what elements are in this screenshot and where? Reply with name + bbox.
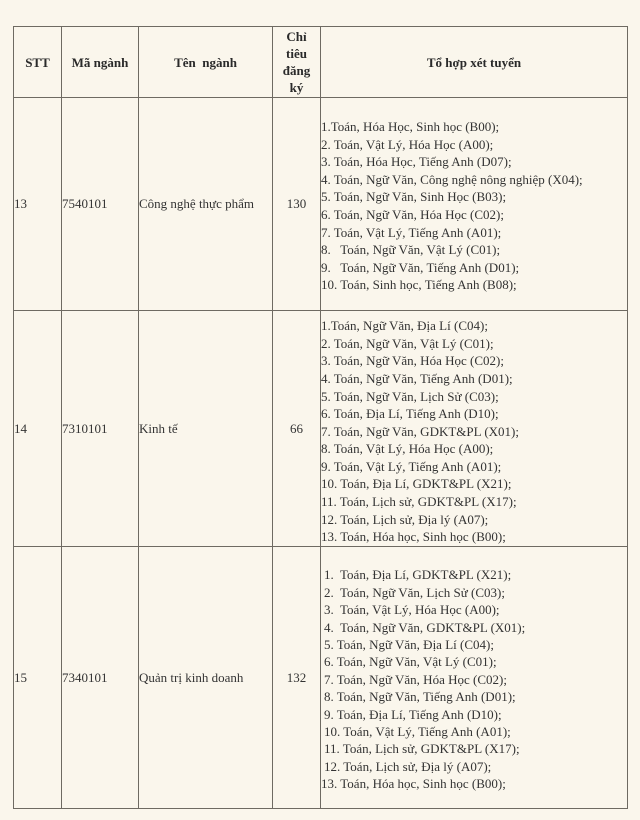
cell-chi-tieu: 132: [273, 547, 321, 809]
combo-item: 6. Toán, Địa Lí, Tiếng Anh (D10);: [321, 406, 499, 422]
combo-item: 13. Toán, Hóa học, Sinh học (B00);: [321, 529, 506, 545]
combo-item: 13. Toán, Hóa học, Sinh học (B00);: [321, 776, 506, 792]
combo-item: 5. Toán, Ngữ Văn, Sinh Học (B03);: [321, 189, 507, 205]
combo-item: 8. Toán, Vật Lý, Hóa Học (A00);: [321, 441, 494, 457]
combo-item: 6. Toán, Ngữ Văn, Hóa Học (C02);: [321, 207, 504, 222]
header-ten-nganh: Tên ngành: [139, 27, 273, 98]
header-chi-tieu: [273, 27, 321, 98]
cell-stt: 13: [14, 98, 62, 311]
cell-stt: 14: [14, 311, 62, 547]
combo-list: [321, 311, 627, 546]
combo-item: 7. Toán, Ngữ Văn, Hóa Học (C02);: [324, 671, 507, 687]
combo-item: 4. Toán, Ngữ Văn, Công nghệ nông nghiệp (X04);: [321, 171, 583, 187]
combo-item: 6. Toán, Ngữ Văn, Vật Lý (C01);: [324, 654, 497, 670]
combo-item: 1.Toán, Ngữ Văn, Địa Lí (C04);: [321, 318, 488, 334]
combo-item: 9. Toán, Ngữ Văn, Tiếng Anh (D01);: [321, 259, 520, 275]
combo-item: 2. Toán, Ngữ Văn, Lịch Sử (C03);: [324, 584, 505, 600]
combo-item: 10. Toán, Vật Lý, Tiếng Anh (A01);: [324, 724, 511, 740]
combo-item: 12. Toán, Lịch sử, Địa lý (A07);: [324, 758, 492, 774]
combo-item: 5. Toán, Ngữ Văn, Lịch Sử (C03);: [321, 388, 499, 404]
cell-stt: 15: [14, 547, 62, 809]
cell-chi-tieu: 130: [273, 98, 321, 311]
combo-item: 8. Toán, Ngữ Văn, Tiếng Anh (D01);: [324, 689, 516, 705]
cell-to-hop: [321, 98, 628, 311]
combo-item: 12. Toán, Lịch sử, Địa lý (A07);: [321, 511, 489, 527]
combo-item: 1.Toán, Hóa Học, Sinh học (B00);: [321, 119, 500, 135]
combo-item: 4. Toán, Ngữ Văn, Tiếng Anh (D01);: [321, 370, 513, 386]
combo-item: 2. Toán, Vật Lý, Hóa Học (A00);: [321, 136, 494, 152]
combo-list: [321, 562, 627, 792]
combo-item: 1. Toán, Địa Lí, GDKT&PL (X21);: [324, 567, 512, 583]
combo-item: 9. Toán, Địa Lí, Tiếng Anh (D10);: [324, 706, 502, 722]
combo-item: 8. Toán, Ngữ Văn, Vật Lý (C01);: [321, 242, 501, 258]
header-chi-tieu-line: ký: [289, 80, 304, 95]
combo-item: 2. Toán, Ngữ Văn, Vật Lý (C01);: [321, 335, 494, 351]
cell-ma-nganh: 7340101: [62, 547, 139, 809]
combo-item: 7. Toán, Vật Lý, Tiếng Anh (A01);: [321, 224, 502, 240]
cell-to-hop: [321, 311, 628, 547]
header-stt: STT: [14, 27, 62, 98]
cell-to-hop: [321, 547, 628, 809]
combo-item: 10. Toán, Địa Lí, GDKT&PL (X21);: [321, 476, 512, 492]
header-chi-tieu-line: tiêu: [286, 46, 307, 61]
cell-ten-nganh: Công nghệ thực phẩm: [139, 98, 273, 311]
combo-item: 9. Toán, Vật Lý, Tiếng Anh (A01);: [321, 458, 502, 474]
combo-item: 3. Toán, Ngữ Văn, Hóa Học (C02);: [321, 353, 504, 369]
header-ma-nganh: Mã ngành: [62, 27, 139, 98]
combo-item: 11. Toán, Lịch sử, GDKT&PL (X17);: [321, 494, 517, 510]
combo-item: 3. Toán, Vật Lý, Hóa Học (A00);: [324, 602, 500, 618]
combo-item: 5. Toán, Ngữ Văn, Địa Lí (C04);: [324, 636, 494, 652]
combo-item: 10. Toán, Sinh học, Tiếng Anh (B08);: [321, 277, 517, 293]
combo-list: [321, 114, 627, 294]
cell-ten-nganh: Kinh tế: [139, 311, 273, 547]
header-to-hop: Tổ hợp xét tuyển: [321, 27, 628, 98]
combo-item: 11. Toán, Lịch sử, GDKT&PL (X17);: [324, 741, 520, 757]
combo-item: 7. Toán, Ngữ Văn, GDKT&PL (X01);: [321, 423, 519, 439]
header-chi-tieu-line: đăng: [282, 63, 311, 78]
table-row: [14, 547, 628, 809]
cell-ma-nganh: 7540101: [62, 98, 139, 311]
cell-ten-nganh: Quản trị kinh doanh: [139, 547, 273, 809]
admission-table: [13, 26, 628, 809]
table-row: [14, 311, 628, 547]
header-chi-tieu-line: Chỉ: [286, 29, 307, 44]
combo-item: 4. Toán, Ngữ Văn, GDKT&PL (X01);: [324, 619, 526, 635]
table-header-row: [14, 27, 628, 98]
table-row: [14, 98, 628, 311]
cell-chi-tieu: 66: [273, 311, 321, 547]
combo-item: 3. Toán, Hóa Học, Tiếng Anh (D07);: [321, 154, 512, 170]
cell-ma-nganh: 7310101: [62, 311, 139, 547]
